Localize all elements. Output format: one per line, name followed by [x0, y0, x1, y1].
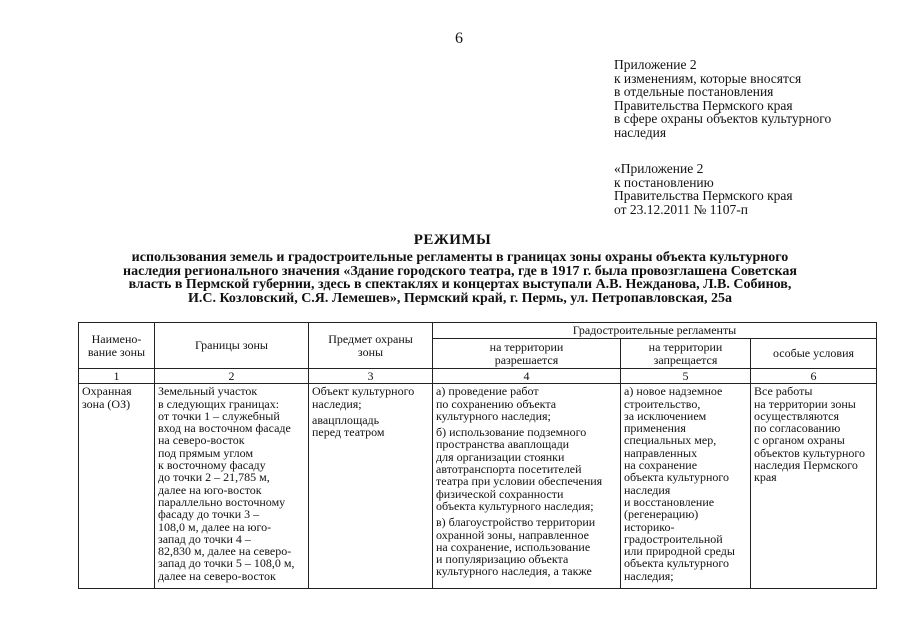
text-line: объекта культурного наследия; — [436, 498, 594, 513]
text-line: Земельный участок — [158, 384, 258, 399]
text-line: к восточному фасаду — [158, 458, 266, 473]
text-line: физической сохранности — [436, 486, 564, 501]
text-line: б) использование подземного — [436, 425, 587, 440]
text-line: объекта культурного — [624, 556, 729, 571]
text-line: от точки 1 – служебный — [158, 408, 280, 423]
text-line: а) новое надземное — [624, 384, 723, 399]
text-line: далее на северо-восток — [158, 568, 276, 583]
document-title: РЕЖИМЫ — [413, 232, 492, 248]
text-line: применения — [624, 421, 686, 436]
text-line: параллельно восточному — [158, 494, 286, 509]
text-line: по согласованию — [754, 421, 841, 436]
text-line: авацплощадь — [312, 412, 380, 427]
text-line: в отдельные постановления — [614, 84, 774, 99]
cell-allowed — [433, 384, 621, 589]
text-line: к постановлению — [614, 174, 714, 190]
text-line: в) благоустройство территории — [436, 515, 596, 530]
text-line: направленных — [624, 445, 698, 460]
text-line: культурного наследия, а также — [436, 564, 592, 579]
text-line: Приложение 2 — [614, 57, 697, 72]
text-line: в следующих границах: — [158, 396, 280, 411]
text-line: культурного наследия; — [436, 408, 551, 423]
column-number: 4 — [433, 369, 621, 384]
regulations-table — [78, 322, 877, 589]
text-line: пространства аваплощади — [436, 437, 570, 452]
cell-protection-subject — [309, 384, 433, 589]
text-line: театра при условии обеспечения — [436, 474, 603, 489]
text-line: на территории — [648, 340, 723, 355]
header-protection-subject — [309, 323, 433, 369]
text-line: «Приложение 2 — [614, 161, 704, 176]
header-allowed — [433, 339, 621, 369]
text-line: и восстановление — [624, 494, 715, 509]
text-line: на территории зоны — [754, 396, 856, 411]
text-line: наследия — [624, 482, 671, 497]
text-line: наследия — [614, 124, 667, 140]
cell-forbidden — [621, 384, 751, 589]
text-line: И.С. Козловский, С.Я. Лемешев», Пермский край, г. Пермь, ул. Петропавловская, 25а — [187, 290, 733, 306]
text-line: наследия; — [312, 396, 362, 411]
text-line: Охранная — [82, 384, 132, 399]
column-number: 2 — [155, 369, 309, 384]
text-line: осуществляются — [754, 408, 839, 423]
text-line: использования земель и градостроительные регламенты в границах зоны охраны объекта культурного — [131, 250, 789, 265]
allowed-item — [436, 385, 617, 422]
text-line: разрешается — [494, 352, 559, 367]
text-line: запад до точки 4 – — [158, 531, 251, 546]
page-number: 6 — [455, 30, 463, 47]
text-line: объекта культурного — [624, 470, 729, 485]
table-row — [79, 384, 877, 589]
text-line: и популяризацию объекта — [436, 552, 569, 567]
text-line: с органом охраны — [754, 433, 845, 448]
allowed-item — [436, 516, 617, 577]
cell-zone-name — [79, 384, 155, 589]
text-line: специальных мер, — [624, 433, 717, 448]
text-line: Правительства Пермского края — [614, 97, 793, 113]
text-line: на сохранение, использование — [436, 539, 591, 554]
text-line: Объект культурного — [312, 384, 415, 399]
header-special-conditions: особые условия — [751, 339, 877, 369]
text-line: Наимено- — [91, 332, 142, 347]
text-line: к изменениям, которые вносятся — [614, 70, 802, 86]
text-line: за исключением — [624, 408, 707, 423]
text-line: на сохранение — [624, 458, 698, 473]
text-line: или природной среды — [624, 544, 735, 559]
text-line: до точки 2 – 21,785 м, — [158, 470, 270, 485]
header-forbidden — [621, 339, 751, 369]
text-line: строительство, — [624, 396, 701, 411]
text-line: градостроительной — [624, 531, 723, 546]
column-number: 5 — [621, 369, 751, 384]
text-line: по сохранению объекта — [436, 396, 557, 411]
text-line: от 23.12.2011 № 1107-п — [614, 201, 748, 217]
text-line: зоны — [357, 344, 384, 359]
text-line: власть в Пермской губернии, здесь в спектаклях и концертах выступали А.В. Нежданова, Л.В. Собинов, — [128, 277, 792, 292]
cell-zone-borders — [155, 384, 309, 589]
appendix-block-amendments — [614, 58, 831, 139]
text-line: наследия; — [624, 568, 674, 583]
text-line: Правительства Пермского края — [614, 188, 793, 203]
header-zone-name — [79, 323, 155, 369]
text-line: вание зоны — [87, 344, 146, 359]
allowed-item — [436, 426, 617, 512]
column-number: 3 — [309, 369, 433, 384]
cell-special-conditions — [751, 384, 877, 589]
text-line: в сфере охраны объектов культурного — [614, 111, 832, 126]
text-line: на территории — [489, 340, 564, 355]
header-zone-borders: Границы зоны — [155, 323, 309, 369]
subject-item — [312, 385, 429, 410]
text-line: наследия регионального значения «Здание городского театра, где в 1917 г. была провозглашена Советская — [123, 263, 797, 279]
text-line: (регенерацию) — [624, 507, 699, 522]
text-line: историко- — [624, 519, 675, 534]
text-line: перед театром — [312, 425, 385, 440]
text-line: запад до точки 5 – 108,0 м, — [158, 556, 295, 571]
text-line: под прямым углом — [158, 445, 254, 460]
column-number: 6 — [751, 369, 877, 384]
text-line: 108,0 м, далее на юго- — [158, 519, 272, 534]
text-line: вход на восточном фасаде — [158, 421, 291, 436]
text-line: далее на юго-восток — [158, 482, 262, 497]
text-line: Предмет охраны — [328, 332, 413, 347]
text-line: фасаду до точки 3 – — [158, 507, 260, 522]
text-line: края — [754, 470, 777, 485]
appendix-block-resolution — [614, 162, 793, 216]
text-line: автотранспорта посетителей — [436, 462, 582, 477]
text-line: на северо-восток — [158, 433, 245, 448]
text-line: а) проведение работ — [436, 384, 539, 399]
column-numbers-row — [79, 369, 877, 384]
text-line: Все работы — [754, 384, 813, 399]
text-line: зона (ОЗ) — [82, 396, 131, 411]
column-number: 1 — [79, 369, 155, 384]
text-line: охранной зоны, направленное — [436, 527, 589, 542]
text-line: 82,830 м, далее на северо- — [158, 544, 292, 559]
text-line: для организации стоянки — [436, 449, 565, 464]
text-line: наследия Пермского — [754, 458, 858, 473]
text-line: запрещается — [653, 352, 718, 367]
document-subtitle — [80, 251, 840, 305]
subject-item — [312, 414, 429, 439]
text-line: объектов культурного — [754, 445, 866, 460]
header-regulations: Градостроительные регламенты — [433, 323, 877, 339]
